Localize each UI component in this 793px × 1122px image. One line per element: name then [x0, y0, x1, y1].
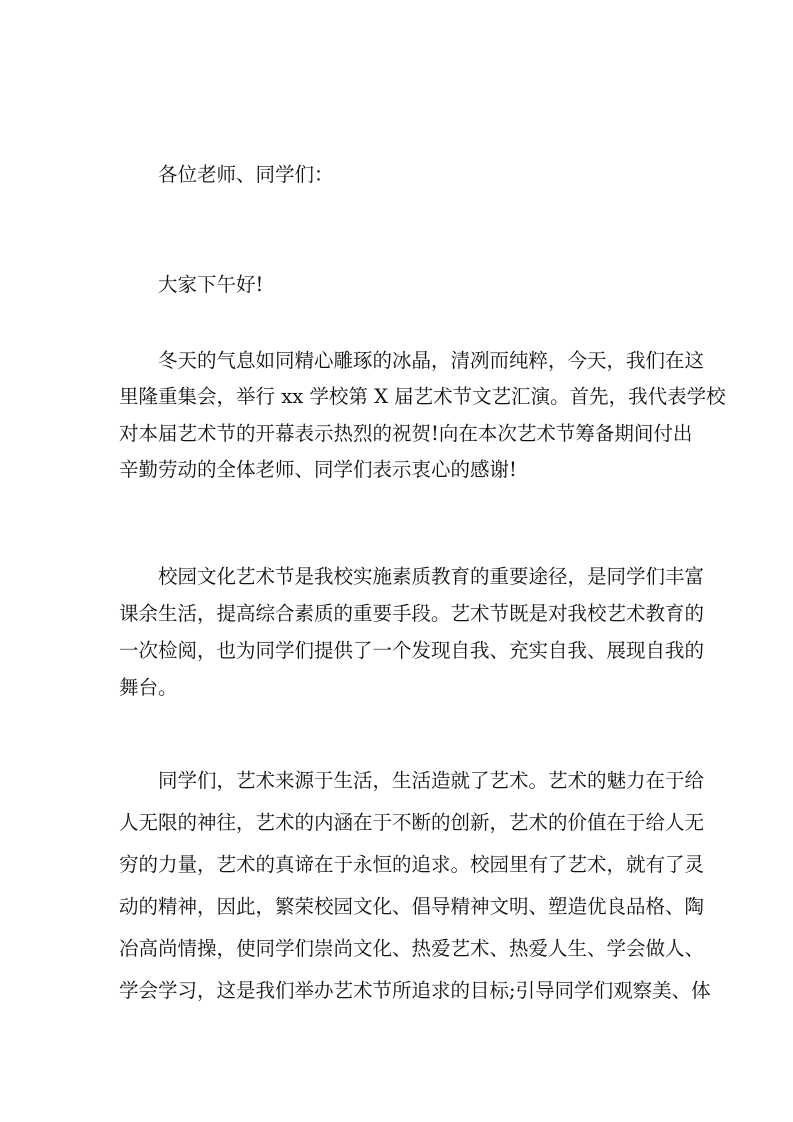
salutation: 各位老师、同学们：: [158, 163, 334, 186]
paragraph-line: 学会学习，这是我们举办艺术节所追求的目标;引导同学们观察美、体: [119, 979, 711, 1002]
greeting: 大家下午好!: [158, 273, 264, 296]
paragraph-line: 同学们，艺术来源于生活，生活造就了艺术。艺术的魅力在于给: [158, 769, 705, 792]
paragraph-line: 校园文化艺术节是我校实施素质教育的重要途径，是同学们丰富: [158, 565, 705, 588]
paragraph-line: 冬天的气息如同精心雕琢的冰晶，清冽而纯粹，今天，我们在这: [158, 349, 705, 372]
paragraph-line: 舞台。: [119, 676, 178, 699]
paragraph-line: 课余生活，提高综合素质的重要手段。艺术节既是对我校艺术教育的: [119, 602, 705, 625]
paragraph-line: 动的精神，因此，繁荣校园文化、倡导精神文明、塑造优良品格、陶: [119, 895, 705, 918]
paragraph-line: 冶高尚情操，使同学们崇尚文化、热爱艺术、热爱人生、学会做人、: [119, 937, 705, 960]
paragraph-line: 里隆重集会，举行 xx 学校第 X 届艺术节文艺汇演。首先，我代表学校: [119, 385, 726, 408]
paragraph-line: 辛勤劳动的全体老师、同学们表示衷心的感谢!: [119, 458, 517, 481]
paragraph-line: 对本届艺术节的开幕表示热烈的祝贺!向在本次艺术节筹备期间付出: [119, 422, 693, 445]
paragraph-line: 穷的力量，艺术的真谛在于永恒的追求。校园里有了艺术，就有了灵: [119, 853, 705, 876]
paragraph-line: 人无限的神往，艺术的内涵在于不断的创新，艺术的价值在于给人无: [119, 811, 705, 834]
paragraph-line: 一次检阅，也为同学们提供了一个发现自我、充实自我、展现自我的: [119, 639, 705, 662]
